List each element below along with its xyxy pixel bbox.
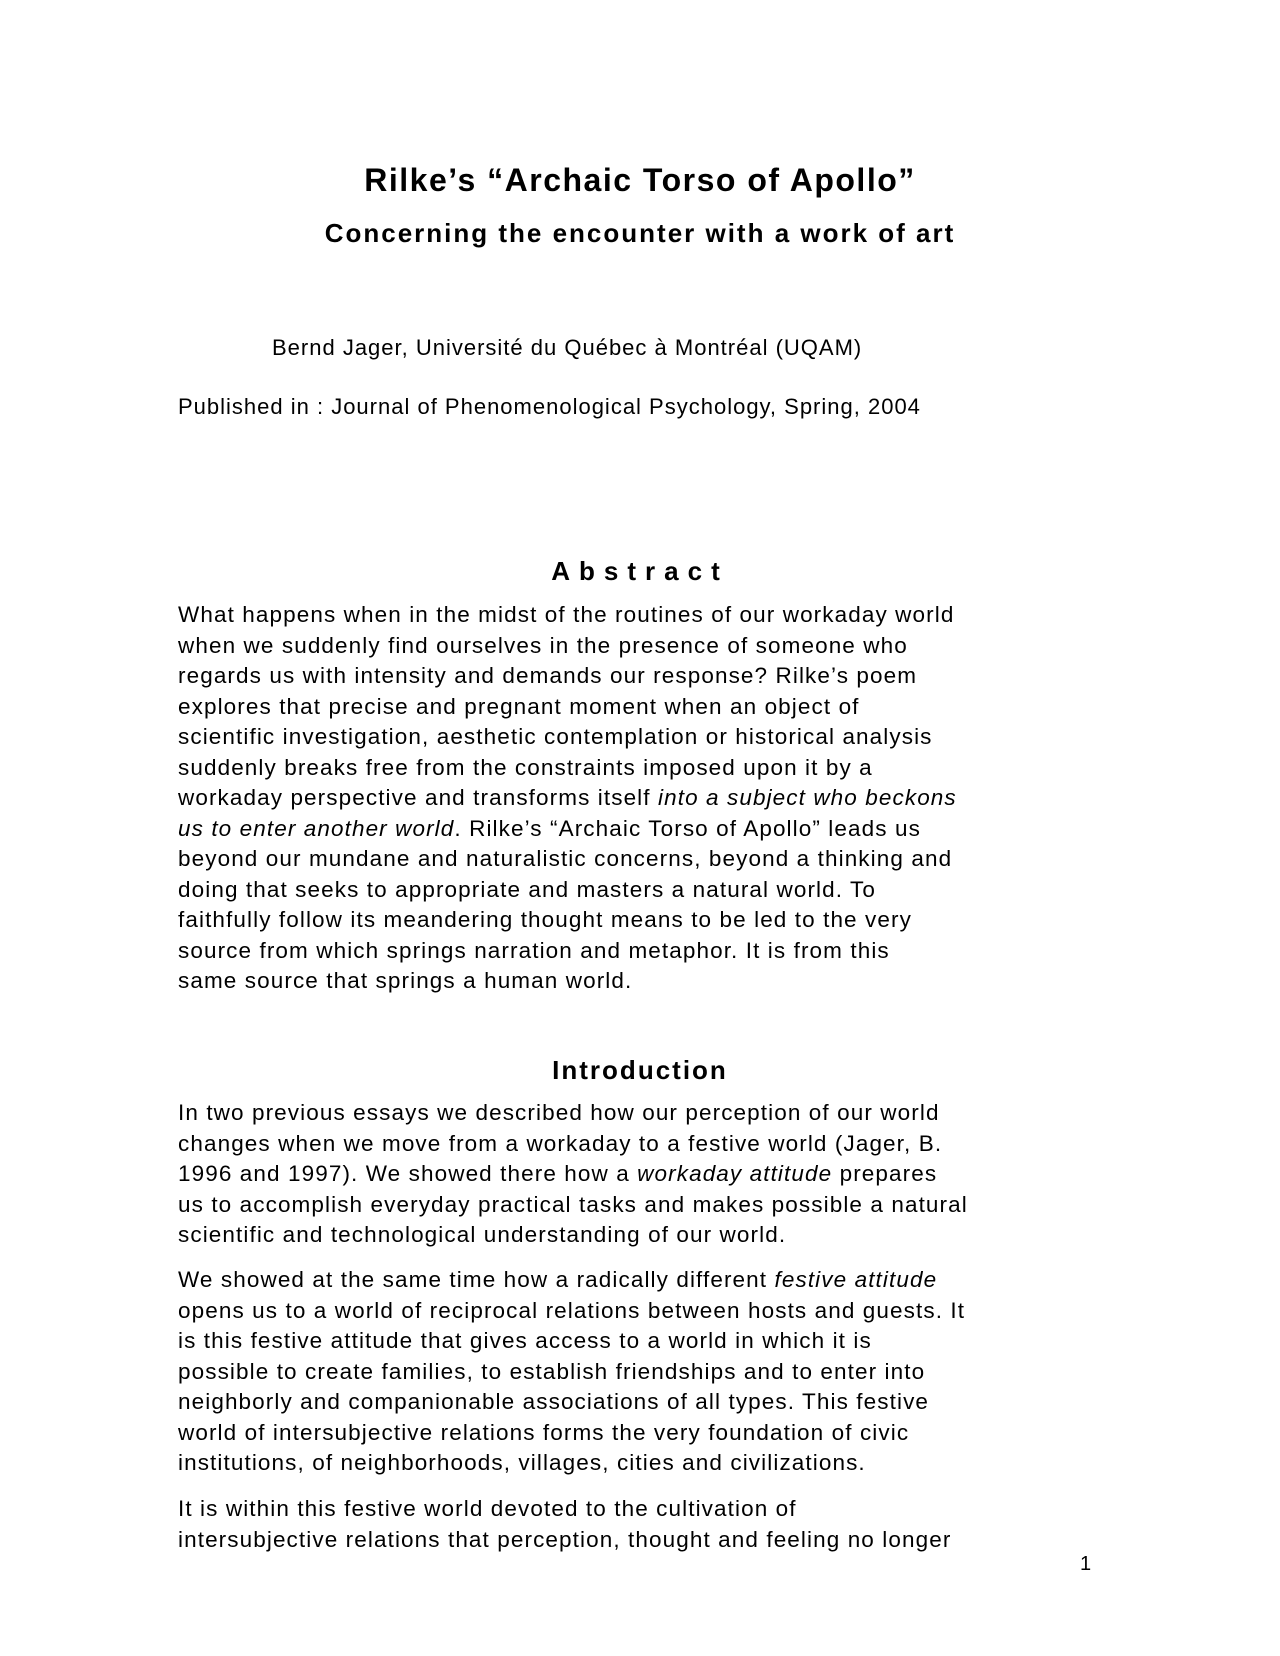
- text-line: opens us to a world of reciprocal relations between hosts and guests. It: [178, 1297, 966, 1323]
- text-line: possible to create families, to establish friendships and to enter into: [178, 1358, 926, 1384]
- introduction-paragraph-1: [178, 1098, 1088, 1251]
- introduction-heading: Introduction: [552, 1055, 728, 1085]
- paper-subtitle: Concerning the encounter with a work of art: [324, 218, 956, 248]
- text-line: intersubjective relations that perception, thought and feeling no longer: [178, 1526, 952, 1552]
- text-line: In two previous essays we described how our perception of our world: [178, 1100, 940, 1125]
- text-line: beyond our mundane and naturalistic concerns, beyond a thinking and: [178, 846, 953, 871]
- text-line: institutions, of neighborhoods, villages, cities and civilizations.: [178, 1450, 866, 1475]
- text-line: faithfully follow its meandering thought means to be led to the very: [178, 907, 912, 932]
- abstract-heading: Abstract: [551, 556, 729, 586]
- text-line: source from which springs narration and metaphor. It is from this: [178, 937, 890, 963]
- text-line: explores that precise and pregnant moment when an object of: [178, 693, 860, 719]
- text-line: world of intersubjective relations forms the very foundation of civic: [178, 1419, 910, 1445]
- text-line: is this festive attitude that gives access to a world in which it is: [178, 1328, 872, 1353]
- publication-info: Published in : Journal of Phenomenological Psychology, Spring, 2004: [178, 394, 921, 419]
- text-run: workaday perspective and transforms itself: [178, 785, 658, 810]
- text-line: suddenly breaks free from the constraints imposed upon it by a: [178, 754, 873, 780]
- page-number: 1: [1080, 1553, 1092, 1575]
- italic-phrase: us to enter another world: [178, 815, 455, 841]
- text-run: . Rilke’s “Archaic Torso of Apollo” leads us: [454, 815, 921, 841]
- text-run: prepares: [832, 1161, 938, 1186]
- paper-title: Rilke’s “Archaic Torso of Apollo”: [364, 162, 916, 198]
- text-line: changes when we move from a workaday to a festive world (Jager, B.: [178, 1130, 943, 1156]
- author-affiliation: Bernd Jager, Université du Québec à Montréal (UQAM): [272, 335, 863, 360]
- text-line: scientific investigation, aesthetic contemplation or historical analysis: [178, 724, 933, 749]
- abstract-text: [178, 600, 1088, 997]
- text-run: We showed at the same time how a radically different: [178, 1267, 775, 1292]
- text-line: when we suddenly find ourselves in the presence of someone who: [178, 632, 908, 658]
- text-run: 1996 and 1997). We showed there how a: [178, 1161, 638, 1186]
- text-line: doing that seeks to appropriate and masters a natural world. To: [178, 876, 877, 902]
- text-line: [178, 783, 1088, 814]
- introduction-paragraph-3: [178, 1494, 1088, 1555]
- italic-phrase: festive attitude: [774, 1267, 938, 1292]
- text-line: regards us with intensity and demands our response? Rilke’s poem: [178, 663, 918, 688]
- text-line: [178, 814, 1088, 845]
- italic-phrase: workaday attitude: [637, 1161, 833, 1186]
- text-line: us to accomplish everyday practical tasks and makes possible a natural: [178, 1191, 968, 1217]
- italic-phrase: into a subject who beckons: [658, 785, 957, 810]
- text-line: neighborly and companionable associations of all types. This festive: [178, 1389, 930, 1414]
- text-line: [178, 1159, 1088, 1190]
- text-line: scientific and technological understanding of our world.: [178, 1222, 787, 1247]
- text-line: It is within this festive world devoted to the cultivation of: [178, 1496, 797, 1521]
- text-line: [178, 1265, 1088, 1296]
- introduction-paragraph-2: [178, 1265, 1088, 1479]
- text-line: same source that springs a human world.: [178, 968, 633, 993]
- text-line: What happens when in the midst of the routines of our workaday world: [178, 602, 955, 627]
